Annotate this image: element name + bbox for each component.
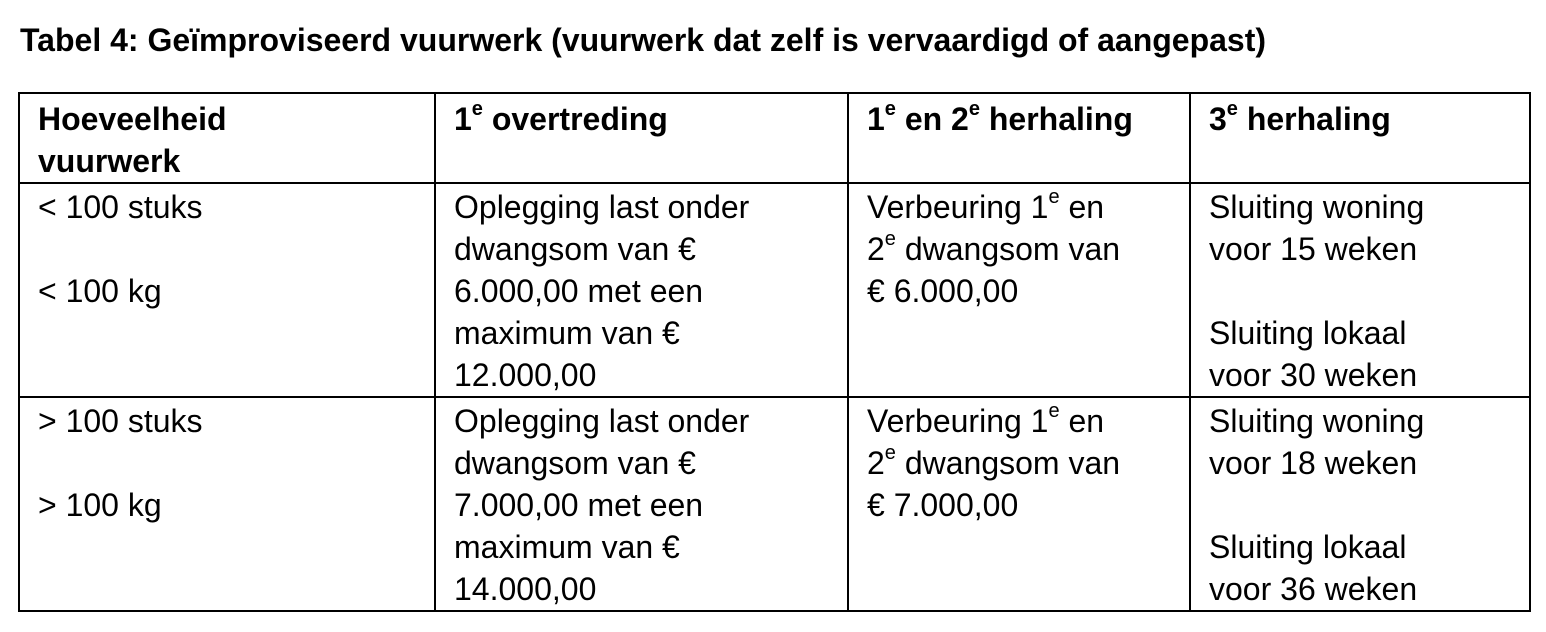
repeat-b-sup: e <box>884 442 896 465</box>
third-local-2: voor 36 weken <box>1209 571 1418 607</box>
quantity-weight: < 100 kg <box>38 273 162 309</box>
table-row <box>19 397 1530 611</box>
first-offense-line: Oplegging last onder <box>454 189 750 225</box>
first-offense-line: maximum van € <box>454 529 680 565</box>
first-offense-line: maximum van € <box>454 315 680 351</box>
first-offense-line: dwangsom van € <box>454 445 696 481</box>
third-home-1: Sluiting woning <box>1209 403 1425 439</box>
table-title: Tabel 4: Geïmproviseerd vuurwerk (vuurwerk dat zelf is vervaardigd of aangepast) <box>20 22 1267 58</box>
repeat-line-2 <box>867 442 1181 484</box>
cell-quantity <box>19 397 435 611</box>
cell-repeat <box>848 183 1190 397</box>
header-repeat-num1: 1 <box>867 101 885 137</box>
header-quantity-line1: Hoeveelheid <box>38 101 227 137</box>
third-local-2: voor 30 weken <box>1209 357 1418 393</box>
repeat-line-3: € 7.000,00 <box>867 487 1019 523</box>
repeat-b-rest: dwangsom van <box>895 445 1121 481</box>
third-home-2: voor 15 weken <box>1209 231 1418 267</box>
repeat-b-rest: dwangsom van <box>895 231 1121 267</box>
repeat-a: Verbeuring 1 <box>867 189 1049 225</box>
quantity-weight: > 100 kg <box>38 487 162 523</box>
header-third-sup: e <box>1226 98 1238 121</box>
first-offense-line: 12.000,00 <box>454 357 597 393</box>
header-repeat-mid: en 2 <box>895 101 969 137</box>
header-repeat-1-2 <box>848 93 1190 183</box>
header-first-sup: e <box>471 98 483 121</box>
header-first-offense <box>435 93 848 183</box>
third-home-2: voor 18 weken <box>1209 445 1418 481</box>
cell-repeat <box>848 397 1190 611</box>
header-first-num: 1 <box>454 101 472 137</box>
first-offense-line: 6.000,00 met een <box>454 273 704 309</box>
third-home-1: Sluiting woning <box>1209 189 1425 225</box>
first-offense-line: 7.000,00 met een <box>454 487 704 523</box>
first-offense-line: dwangsom van € <box>454 231 696 267</box>
repeat-b: 2 <box>867 445 885 481</box>
header-quantity <box>19 93 435 183</box>
quantity-pieces: < 100 stuks <box>38 189 203 225</box>
header-quantity-line2: vuurwerk <box>38 143 181 179</box>
cell-third-repeat <box>1190 183 1530 397</box>
repeat-line-2 <box>867 228 1181 270</box>
penalty-table <box>18 92 1531 612</box>
repeat-line-3: € 6.000,00 <box>867 273 1019 309</box>
cell-quantity <box>19 183 435 397</box>
quantity-pieces: > 100 stuks <box>38 403 203 439</box>
repeat-a-sup: e <box>1048 186 1060 209</box>
header-third-num: 3 <box>1209 101 1227 137</box>
cell-third-repeat <box>1190 397 1530 611</box>
header-first-rest: overtreding <box>482 101 668 137</box>
table-row <box>19 183 1530 397</box>
repeat-a: Verbeuring 1 <box>867 403 1049 439</box>
repeat-a-sup: e <box>1048 400 1060 423</box>
header-repeat-sup2: e <box>968 98 980 121</box>
header-third-rest: herhaling <box>1237 101 1391 137</box>
repeat-b-sup: e <box>884 228 896 251</box>
cell-first-offense <box>435 183 848 397</box>
repeat-a-rest: en <box>1059 189 1105 225</box>
third-local-1: Sluiting lokaal <box>1209 529 1407 565</box>
table-header-row <box>19 93 1530 183</box>
header-third-repeat <box>1190 93 1530 183</box>
header-repeat-sup1: e <box>884 98 896 121</box>
third-local-1: Sluiting lokaal <box>1209 315 1407 351</box>
cell-first-offense <box>435 397 848 611</box>
header-repeat-rest: herhaling <box>979 101 1133 137</box>
repeat-a-rest: en <box>1059 403 1105 439</box>
repeat-b: 2 <box>867 231 885 267</box>
first-offense-line: 14.000,00 <box>454 571 597 607</box>
repeat-line-1 <box>867 400 1181 442</box>
first-offense-line: Oplegging last onder <box>454 403 750 439</box>
repeat-line-1 <box>867 186 1181 228</box>
